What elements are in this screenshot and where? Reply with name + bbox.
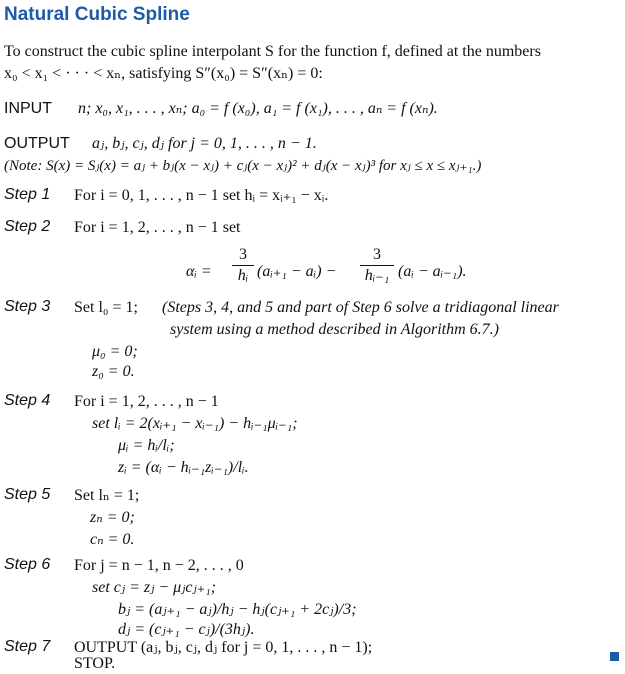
step-7-text: OUTPUT (aⱼ, bⱼ, cⱼ, dⱼ for j = 0, 1, . . . , n − 1);	[74, 639, 373, 656]
input-text: n; x₀, x₁, . . . , xₙ; a₀ = f (x₀), a₁ = f (x₁), . . . , aₙ = f (xₙ).	[78, 100, 438, 117]
step-4-label: Step 4	[4, 392, 51, 409]
step-4-text: For i = 1, 2, . . . , n − 1	[74, 393, 219, 410]
step-6-c-update: set cⱼ = zⱼ − μⱼcⱼ₊₁;	[92, 579, 217, 596]
step-3-text: Set l₀ = 1;	[74, 299, 138, 316]
fraction-2-numerator: 3	[373, 246, 381, 263]
step-6-d-update: dⱼ = (cⱼ₊₁ − cⱼ)/(3hⱼ).	[118, 621, 255, 638]
step-2-fraction-2	[360, 246, 394, 285]
step-4-z-update: zᵢ = (αᵢ − hᵢ₋₁zᵢ₋₁)/lᵢ.	[118, 459, 249, 476]
intro-line-2: x₀ < x₁ < · · · < xₙ, satisfying S″(x₀) = S″(xₙ) = 0:	[4, 65, 323, 82]
step-6-label: Step 6	[4, 556, 51, 573]
step-6-text: For j = n − 1, n − 2, . . . , 0	[74, 557, 244, 574]
step-4-l-update: set lᵢ = 2(xᵢ₊₁ − xᵢ₋₁) − hᵢ₋₁μᵢ₋₁;	[92, 415, 298, 432]
step-2-tail-term: (aᵢ − aᵢ₋₁).	[398, 263, 467, 280]
step-3-mu0: μ₀ = 0;	[92, 343, 138, 360]
step-1-label: Step 1	[4, 186, 51, 203]
step-3-note-line-2: system using a method described in Algorithm 6.7.)	[170, 321, 500, 338]
step-2-fraction-1	[232, 246, 254, 285]
intro-line-1: To construct the cubic spline interpolant S for the function f, defined at the numbers	[4, 43, 541, 60]
step-6-b-update: bⱼ = (aⱼ₊₁ − aⱼ)/hⱼ − hⱼ(cⱼ₊₁ + 2cⱼ)/3;	[118, 601, 357, 618]
output-note: (Note: S(x) = Sⱼ(x) = aⱼ + bⱼ(x − xⱼ) + cⱼ(x − xⱼ)² + dⱼ(x − xⱼ)³ for xⱼ ≤ x ≤ xⱼ₊₁.)	[4, 158, 482, 174]
step-7-stop: STOP.	[74, 655, 116, 672]
step-4-mu-update: μᵢ = hᵢ/lᵢ;	[118, 437, 175, 454]
output-text: aⱼ, bⱼ, cⱼ, dⱼ for j = 0, 1, . . . , n − 1.	[92, 135, 317, 152]
step-5-label: Step 5	[4, 486, 51, 503]
fraction-1-numerator: 3	[239, 246, 247, 263]
fraction-2-denominator: hᵢ₋₁	[364, 267, 390, 284]
fraction-1-denominator: hᵢ	[237, 267, 249, 284]
step-1-text: For i = 0, 1, . . . , n − 1 set hᵢ = xᵢ₊₁ − xᵢ.	[74, 187, 329, 204]
step-2-middle-term: (aᵢ₊₁ − aᵢ) −	[257, 263, 337, 280]
algorithm-title: Natural Cubic Spline	[4, 4, 190, 25]
step-5-zn: zₙ = 0;	[90, 509, 135, 526]
step-5-cn: cₙ = 0.	[90, 531, 135, 548]
step-5-text: Set lₙ = 1;	[74, 487, 140, 504]
end-of-algorithm-marker	[610, 652, 619, 661]
step-3-z0: z₀ = 0.	[92, 363, 135, 380]
step-2-label: Step 2	[4, 218, 51, 235]
input-label: INPUT	[4, 100, 52, 117]
step-3-note-line-1: (Steps 3, 4, and 5 and part of Step 6 solve a tridiagonal linear	[162, 299, 559, 316]
step-3-label: Step 3	[4, 298, 51, 315]
output-label: OUTPUT	[4, 135, 70, 152]
step-7-label: Step 7	[4, 638, 51, 655]
step-2-text: For i = 1, 2, . . . , n − 1 set	[74, 219, 241, 236]
step-2-alpha-lhs: αᵢ =	[186, 263, 212, 280]
